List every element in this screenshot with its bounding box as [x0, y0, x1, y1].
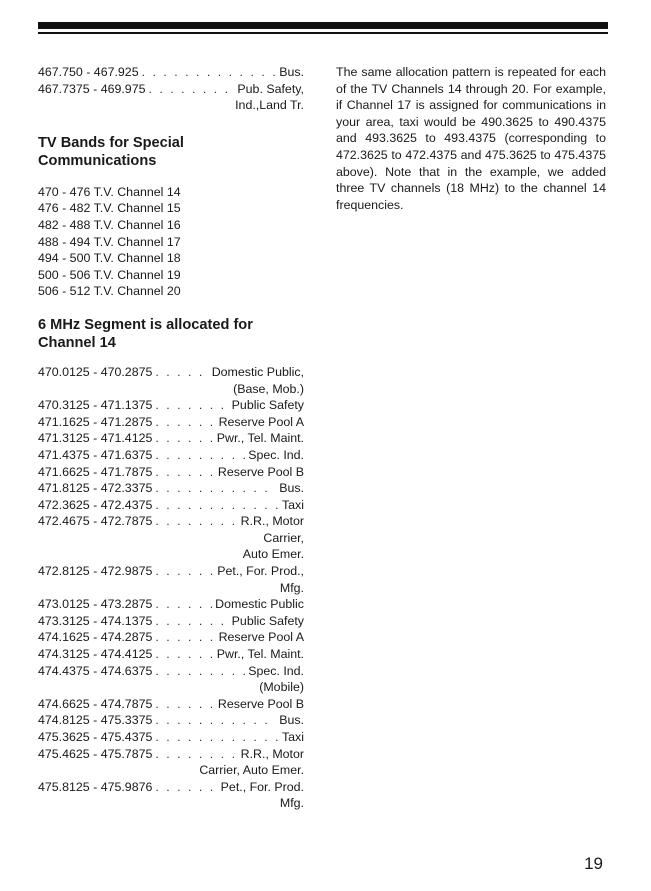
- explanation-paragraph: The same allocation pattern is repeated for each of the TV Channels 14 through 20. For example, if Channel 17 is assigned for communications in your area, taxi would be 490.3625 to 490.4375 and 493.3625 to 493.4375 (corresponding to 472.3625 to 472.4375 and 475.3625 to 475.4375 above). Note that in the example, we added three TV channels (18 MHz) to the channel 14 frequencies.: [336, 65, 606, 212]
- frequency-line: [38, 729, 304, 746]
- frequency-line: [38, 364, 304, 381]
- tv-channel-row: 494 - 500 T.V. Channel 18: [38, 251, 181, 266]
- frequency-range: 467.7375 - 469.975: [38, 81, 146, 96]
- frequency-row: [38, 81, 304, 114]
- frequency-range: 474.4375 - 474.6375: [38, 663, 153, 678]
- frequency-line: [38, 629, 304, 646]
- service-label: Pub. Safety,: [237, 81, 304, 96]
- frequency-row: [38, 364, 304, 397]
- frequency-line: [38, 430, 304, 447]
- frequency-range: 472.8125 - 472.9875: [38, 564, 153, 579]
- frequency-range: 471.1625 - 471.2875: [38, 414, 153, 429]
- leader-dots: [155, 663, 245, 680]
- frequency-row: [38, 430, 304, 447]
- frequency-range: 471.8125 - 472.3375: [38, 481, 153, 496]
- frequency-row: [38, 712, 304, 729]
- tv-channel-row: 488 - 494 T.V. Channel 17: [38, 234, 181, 249]
- service-label: Reserve Pool B: [217, 464, 304, 479]
- frequency-line: [38, 596, 304, 613]
- service-label-continued: Auto Emer.: [242, 547, 304, 562]
- frequency-row: [38, 729, 304, 746]
- frequency-row: [38, 563, 304, 596]
- frequency-row: [38, 779, 304, 812]
- frequency-range: 471.4375 - 471.6375: [38, 447, 153, 462]
- service-label: Domestic Public,: [211, 364, 304, 379]
- frequency-range: 471.6625 - 471.7875: [38, 464, 153, 479]
- service-label: R.R., Motor: [240, 514, 304, 529]
- service-label-continued: Mfg.: [279, 580, 304, 595]
- frequency-range: 475.3625 - 475.4375: [38, 730, 153, 744]
- tv-channel-row: 476 - 482 T.V. Channel 15: [38, 201, 181, 216]
- top-frequency-list: [38, 64, 304, 114]
- frequency-row: [38, 480, 304, 497]
- frequency-row: [38, 414, 304, 431]
- tv-channel-row: 470 - 476 T.V. Channel 14: [38, 184, 181, 199]
- header-rule-thin: [38, 32, 608, 34]
- leader-dots: [155, 430, 213, 447]
- leader-dots: [142, 64, 277, 81]
- tv-channel-list: [38, 184, 304, 300]
- leader-dots: [155, 480, 276, 497]
- leader-dots: [155, 779, 217, 796]
- service-label-continued: Ind.,Land Tr.: [235, 98, 304, 113]
- service-label: Reserve Pool B: [217, 696, 304, 711]
- frequency-line: [38, 746, 304, 763]
- frequency-range: 473.3125 - 474.1375: [38, 613, 153, 628]
- frequency-range: 472.4675 - 472.7875: [38, 514, 153, 529]
- frequency-range: 470.3125 - 471.1375: [38, 398, 153, 413]
- frequency-range: 472.3625 - 472.4375: [38, 497, 153, 512]
- leader-dots: [155, 464, 215, 481]
- tv-channel-row: 482 - 488 T.V. Channel 16: [38, 217, 181, 232]
- frequency-line: [38, 397, 304, 414]
- frequency-range: 474.6625 - 474.7875: [38, 696, 153, 711]
- leader-dots: [155, 447, 245, 464]
- frequency-row: [38, 613, 304, 630]
- service-label: Bus.: [279, 65, 304, 79]
- leader-dots: [155, 729, 279, 746]
- leader-dots: [155, 712, 276, 729]
- leader-dots: [155, 629, 215, 646]
- frequency-range: 471.3125 - 471.4125: [38, 431, 153, 446]
- leader-dots: [148, 81, 234, 98]
- frequency-row: [38, 746, 304, 779]
- service-label: Pet., For. Prod.: [220, 779, 304, 794]
- frequency-range: 470.0125 - 470.2875: [38, 364, 153, 379]
- frequency-row: [38, 696, 304, 713]
- frequency-line: [38, 64, 304, 81]
- leader-dots: [155, 497, 279, 514]
- service-label-continued: (Mobile): [259, 680, 304, 695]
- frequency-line: [38, 563, 304, 580]
- frequency-line: [38, 480, 304, 497]
- frequency-row: [38, 64, 304, 81]
- frequency-line: [38, 646, 304, 663]
- frequency-range: 474.3125 - 474.4125: [38, 647, 153, 662]
- left-column: [38, 64, 304, 812]
- service-label: Public Safety: [231, 398, 304, 413]
- service-label: Bus.: [279, 481, 304, 496]
- frequency-line: [38, 663, 304, 680]
- frequency-line: [38, 613, 304, 630]
- service-label-continued: Carrier, Auto Emer.: [199, 763, 304, 778]
- service-label: Bus.: [279, 713, 304, 728]
- leader-dots: [155, 696, 215, 713]
- frequency-row: [38, 663, 304, 696]
- leader-dots: [155, 563, 214, 580]
- leader-dots: [155, 646, 213, 663]
- service-label-continued: Mfg.: [279, 796, 304, 811]
- tv-channel-row: 500 - 506 T.V. Channel 19: [38, 267, 181, 282]
- segment-allocation-list: [38, 364, 304, 812]
- frequency-range: 467.750 - 467.925: [38, 65, 139, 79]
- leader-dots: [155, 596, 212, 613]
- leader-dots: [155, 397, 228, 414]
- service-label: Pwr., Tel. Maint.: [216, 647, 304, 662]
- right-column: [336, 64, 606, 213]
- section2-heading: 6 MHz Segment is allocated for Channel 14: [38, 316, 253, 351]
- tv-channel-row: 506 - 512 T.V. Channel 20: [38, 284, 181, 299]
- frequency-row: [38, 397, 304, 414]
- frequency-row: [38, 447, 304, 464]
- frequency-line: [38, 696, 304, 713]
- frequency-line: [38, 779, 304, 796]
- frequency-line: [38, 414, 304, 431]
- leader-dots: [155, 414, 215, 431]
- frequency-range: 475.8125 - 475.9876: [38, 779, 153, 794]
- section1-heading: TV Bands for Special Communications: [38, 134, 184, 169]
- leader-dots: [155, 513, 237, 530]
- frequency-line: [38, 513, 304, 530]
- service-label: Pet., For. Prod.,: [217, 564, 304, 579]
- frequency-row: [38, 513, 304, 563]
- page-number: 19: [584, 854, 603, 873]
- frequency-line: [38, 497, 304, 514]
- frequency-line: [38, 712, 304, 729]
- frequency-range: 474.1625 - 474.2875: [38, 630, 153, 645]
- service-label: Pwr., Tel. Maint.: [216, 431, 304, 446]
- leader-dots: [155, 364, 208, 381]
- service-label: Taxi: [281, 497, 304, 512]
- frequency-row: [38, 629, 304, 646]
- service-label-continued: Carrier,: [263, 530, 304, 545]
- service-label: Domestic Public: [215, 597, 304, 612]
- frequency-row: [38, 464, 304, 481]
- frequency-line: [38, 447, 304, 464]
- service-label: R.R., Motor: [240, 746, 304, 761]
- frequency-row: [38, 596, 304, 613]
- service-label: Taxi: [281, 730, 304, 744]
- frequency-line: [38, 464, 304, 481]
- leader-dots: [155, 613, 228, 630]
- frequency-row: [38, 646, 304, 663]
- leader-dots: [155, 746, 237, 763]
- service-label: Reserve Pool A: [218, 414, 304, 429]
- service-label: Spec. Ind.: [248, 663, 304, 678]
- service-label: Reserve Pool A: [218, 630, 304, 645]
- frequency-range: 475.4625 - 475.7875: [38, 746, 153, 761]
- header-rule-thick: [38, 22, 608, 29]
- frequency-line: [38, 81, 304, 98]
- service-label-continued: (Base, Mob.): [233, 381, 304, 396]
- service-label: Public Safety: [231, 613, 304, 628]
- frequency-range: 474.8125 - 475.3375: [38, 713, 153, 728]
- frequency-row: [38, 497, 304, 514]
- service-label: Spec. Ind.: [248, 447, 304, 462]
- frequency-range: 473.0125 - 473.2875: [38, 597, 153, 612]
